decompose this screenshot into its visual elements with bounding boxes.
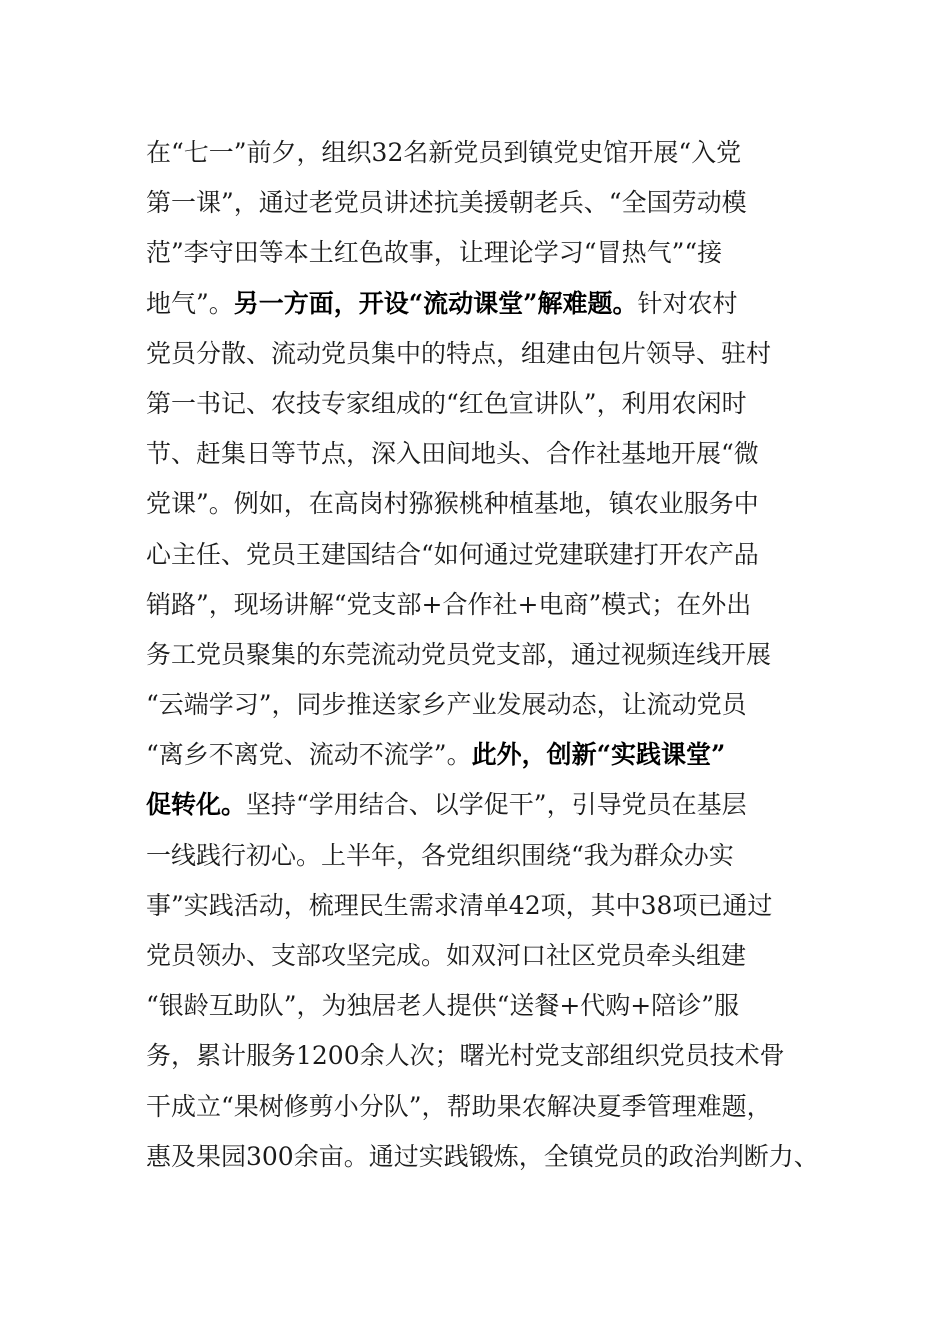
text-segment: 党课”。例如，在高岗村猕猴桃种植基地，镇农业服务中: [146, 489, 759, 519]
text-segment: “离乡不离党、流动不流学”。: [146, 740, 472, 770]
text-segment: 第一书记、农技专家组成的“红色宣讲队”，利用农闲时: [146, 388, 747, 418]
text-segment: 惠及果园300余亩。通过实践锻炼，全镇党员的政治判断力、: [146, 1141, 819, 1171]
text-segment: 党员领办、支部攻坚完成。如双河口社区党员牵头组建: [146, 941, 747, 970]
text-line: [146, 479, 826, 529]
text-line: [146, 128, 826, 178]
text-segment: 地气”。: [146, 288, 234, 318]
text-segment: 务工党员聚集的东莞流动党员党支部，通过视频连线开展: [146, 639, 772, 669]
text-segment: 坚持“学用结合、以学促干”，引导党员在基层: [246, 790, 747, 820]
text-segment: 务，累计服务1200余人次；曙光村党支部组织党员技术骨: [146, 1041, 785, 1071]
text-line: [146, 730, 826, 780]
body-paragraph: [146, 128, 826, 1182]
text-segment: 节、赶集日等节点，深入田间地头、合作社基地开展“微: [146, 439, 759, 469]
text-line: [146, 530, 826, 580]
text-line: [146, 228, 826, 278]
text-line: [146, 981, 826, 1031]
text-line: [146, 630, 826, 680]
text-segment: 针对农村: [637, 288, 738, 318]
text-line: [146, 831, 826, 881]
text-segment: “银龄互助队”，为独居老人提供“送餐+代购+陪诊”服: [146, 991, 740, 1021]
text-line: [146, 379, 826, 429]
text-line: [146, 329, 826, 379]
text-segment: 干成立“果树修剪小分队”，帮助果农解决夏季管理难题，: [146, 1091, 772, 1121]
text-segment: “云端学习”，同步推送家乡产业发展动态，让流动党员: [146, 690, 747, 720]
text-line: [146, 931, 826, 981]
bold-phrase: 此外，创新“实践课堂”: [471, 740, 726, 770]
text-segment: 第一课”，通过老党员讲述抗美援朝老兵、“全国劳动模: [146, 188, 747, 218]
text-line: [146, 780, 826, 830]
text-line: [146, 1031, 826, 1081]
bold-phrase: 促转化。: [146, 790, 247, 820]
bold-phrase: 另一方面，开设“流动课堂”解难题。: [233, 288, 638, 318]
text-line: [146, 580, 826, 630]
text-segment: 范”李守田等本土红色故事，让理论学习“冒热气”“接: [146, 238, 723, 268]
text-segment: 心主任、党员王建国结合“如何通过党建联建打开农产品: [146, 539, 759, 569]
text-line: [146, 429, 826, 479]
text-line: [146, 1082, 826, 1132]
text-line: [146, 279, 826, 329]
text-segment: 一线践行初心。上半年，各党组织围绕“我为群众办实: [146, 840, 734, 870]
text-line: [146, 881, 826, 931]
text-segment: 事”实践活动，梳理民生需求清单42项，其中38项已通过: [146, 890, 773, 920]
text-line: [146, 680, 826, 730]
text-segment: 在“七一”前夕，组织32名新党员到镇党史馆开展“入党: [146, 138, 742, 167]
text-segment: 销路”，现场讲解“党支部+合作社+电商”模式；在外出: [146, 589, 752, 619]
text-segment: 党员分散、流动党员集中的特点，组建由包片领导、驻村: [146, 338, 772, 368]
text-line: [146, 1132, 826, 1182]
text-line: [146, 178, 826, 228]
